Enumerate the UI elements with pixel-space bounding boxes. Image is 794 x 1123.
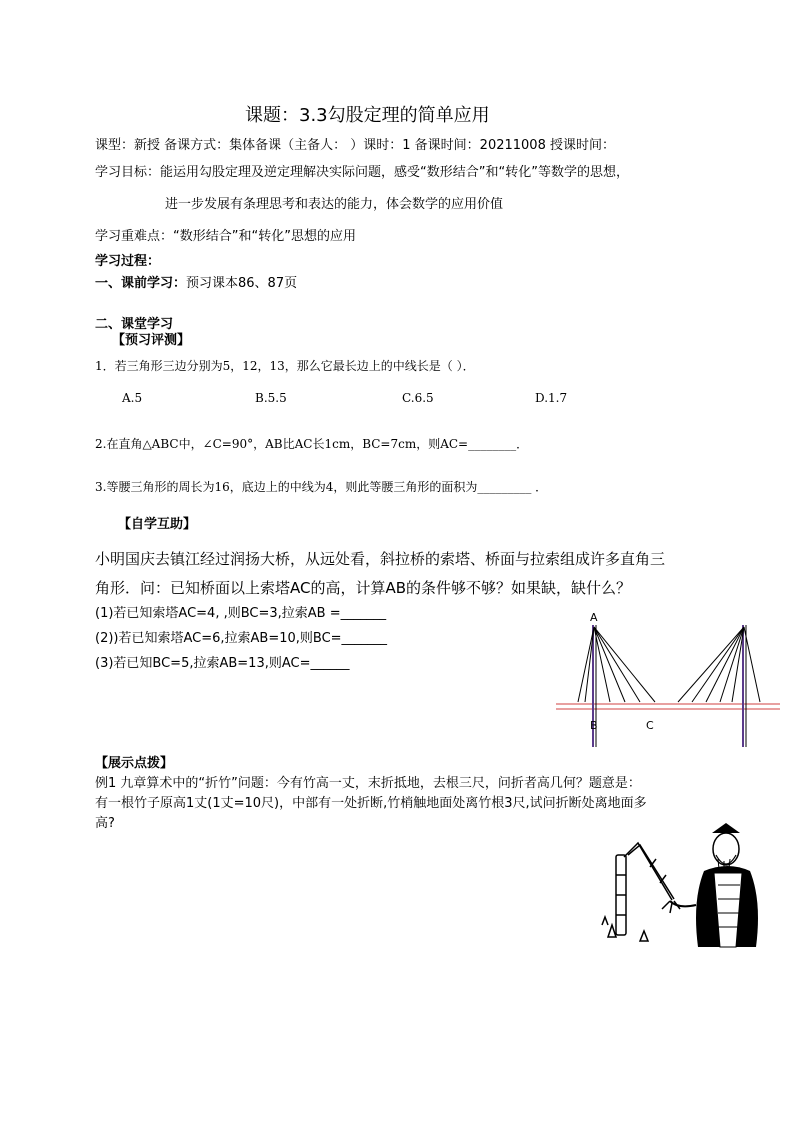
q1-option-b: B.5.5 [255, 391, 287, 405]
label-a: A [590, 611, 598, 624]
key-point: 学习重难点：“数形结合”和“转化”思想的应用 [95, 229, 356, 244]
bridge-question-2: (2))若已知索塔AC=6,拉索AB=10,则BC=_______ [95, 631, 388, 646]
show-tag: 【展示点拨】 [95, 756, 174, 771]
label-b: B [590, 719, 598, 732]
right-cables [678, 627, 760, 702]
q1-option-c: C.6.5 [402, 391, 434, 405]
bridge-question-1: (1)若已知索塔AC=4, ,则BC=3,拉索AB =_______ [95, 606, 387, 621]
example-line2: 有一根竹子原高1丈(1丈=10尺)，中部有一处折断,竹梢触地面处离竹根3尺,试问折断处离地面多 [95, 796, 647, 811]
process-heading: 学习过程： [95, 254, 161, 269]
question-1: 1．若三角形三边分别为5，12，13，那么它最长边上的中线长是（ ）． [95, 359, 475, 373]
section1-heading: 一、课前学习： [95, 276, 187, 291]
section1-content: 预习课本86、87页 [186, 276, 298, 291]
meta-line: 课型：新授 备课方式：集体备课（主备人： ）课时：1 备课时间：20211008 授课时间： [95, 138, 615, 153]
bridge-diagram [550, 605, 790, 750]
label-c: C [646, 719, 654, 732]
bridge-text-line2: 角形．问：已知桥面以上索塔AC的高，计算AB的条件够不够？如果缺，缺什么？ [95, 579, 632, 597]
question-2: 2.在直角△ABC中，∠C=90°，AB比AC长1cm，BC=7cm，则AC=________． [95, 437, 529, 451]
example-line3: 高? [95, 816, 115, 831]
bridge-text-line1: 小明国庆去镇江经过润扬大桥，从远处看，斜拉桥的索塔、桥面与拉索组成许多直角三 [95, 550, 666, 568]
section2-heading: 二、课堂学习 [95, 317, 174, 332]
q1-option-d: D.1.7 [535, 391, 568, 405]
page-title: 课题：3.3勾股定理的简单应用 [245, 105, 490, 126]
bamboo-icon [602, 843, 680, 941]
left-cables [578, 627, 655, 702]
question-3: 3.等腰三角形的周长为16，底边上的中线为4，则此等腰三角形的面积为_________ ． [95, 480, 548, 494]
scholar-figure [670, 823, 758, 947]
learning-goal-line1: 学习目标：能运用勾股定理及逆定理解决实际问题，感受“数形结合”和“转化”等数学的思想， [95, 165, 629, 180]
broken-bamboo-illustration [600, 815, 760, 950]
q1-option-a: A.5 [122, 391, 143, 405]
preview-tag: 【预习评测】 [112, 333, 191, 348]
self-study-tag: 【自学互助】 [118, 517, 197, 532]
learning-goal-line2: 进一步发展有条理思考和表达的能力，体会数学的应用价值 [165, 197, 504, 212]
section1-line [95, 275, 297, 293]
bridge-question-3: (3)若已知BC=5,拉索AB=13,则AC=______ [95, 656, 350, 671]
example-line1: 例1 九章算术中的“折竹”问题：今有竹高一丈，末折抵地，去根三尺，问折者高几何？题意是： [95, 776, 641, 791]
